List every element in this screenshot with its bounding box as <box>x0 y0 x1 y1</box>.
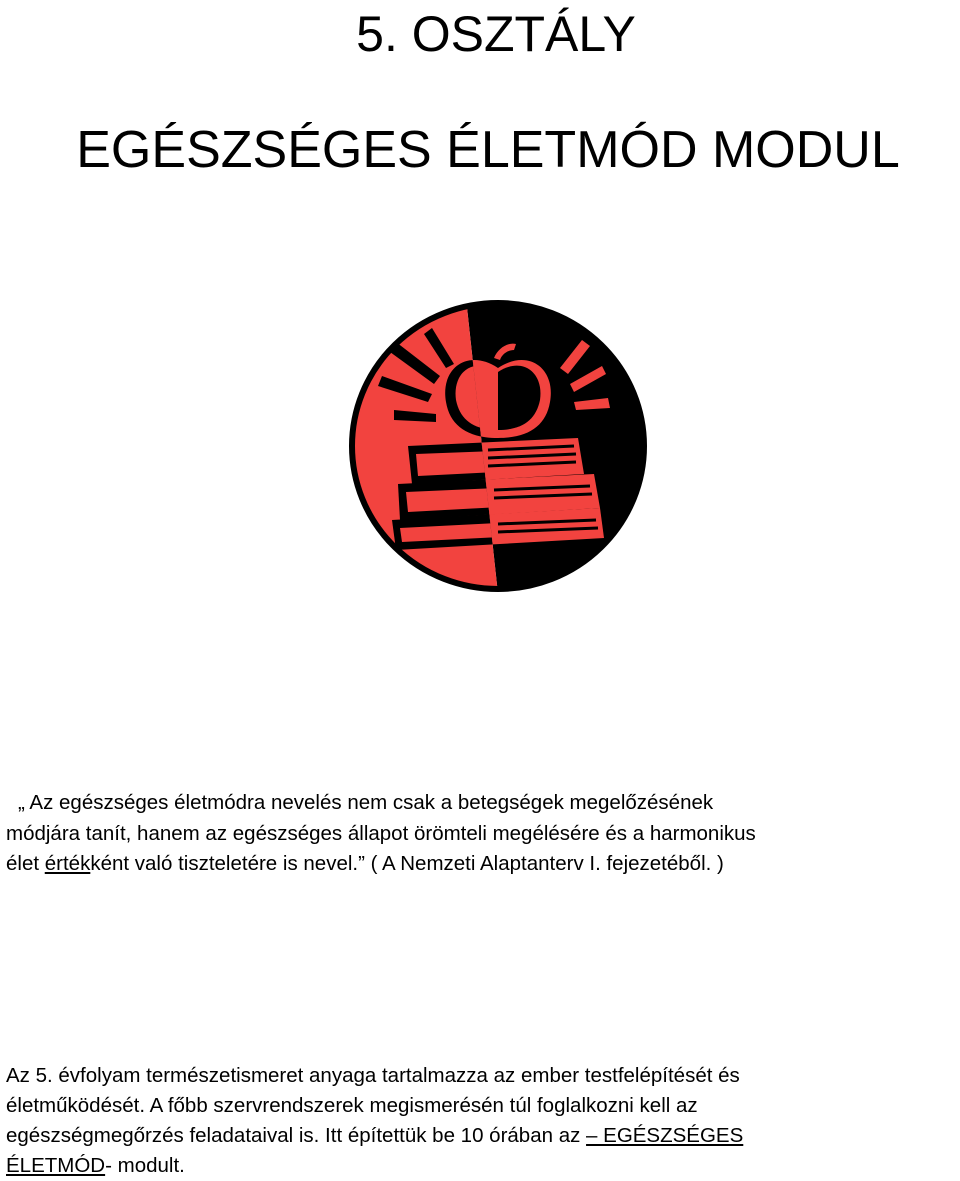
curriculum-quote <box>6 788 958 880</box>
grade-title: 5. OSZTÁLY <box>356 6 636 62</box>
quote-text-1: Az egészséges életmódra nevelés nem csak a betegségek megelőzésének <box>24 791 714 814</box>
intro-text-4b: - modult. <box>105 1154 185 1177</box>
module-name-underlined-1: – EGÉSZSÉGES <box>586 1124 744 1147</box>
quote-text-3b: ként való tiszteletére is nevel.” ( A Nemzeti Alaptanterv I. fejezetéből. ) <box>90 852 724 875</box>
intro-line-1: Az 5. évfolyam természetismeret anyaga tartalmazza az ember testfelépítését és <box>6 1064 740 1087</box>
underlined-word: érték <box>44 852 91 875</box>
quote-text-3a: élet <box>6 852 45 875</box>
open-quote-mark: „ <box>18 791 25 814</box>
module-title: EGÉSZSÉGES ÉLETMÓD MODUL <box>76 121 900 179</box>
module-name-underlined-2: ÉLETMÓD <box>6 1154 106 1177</box>
apple-on-books-icon <box>348 298 648 594</box>
intro-line-3 <box>6 1121 958 1151</box>
intro-paragraph <box>6 1061 958 1181</box>
quote-line-2: módjára tanít, hanem az egészséges állapot örömteli megélésére és a harmonikus <box>6 821 756 845</box>
quote-line-1 <box>6 788 958 819</box>
intro-line-2: életműködését. A főbb szervrendszerek megismerésén túl foglalkozni kell az <box>6 1094 698 1117</box>
intro-text-3a: egészségmegőrzés feladataival is. Itt építettük be 10 órában az <box>6 1124 587 1147</box>
quote-line-3 <box>6 849 958 880</box>
